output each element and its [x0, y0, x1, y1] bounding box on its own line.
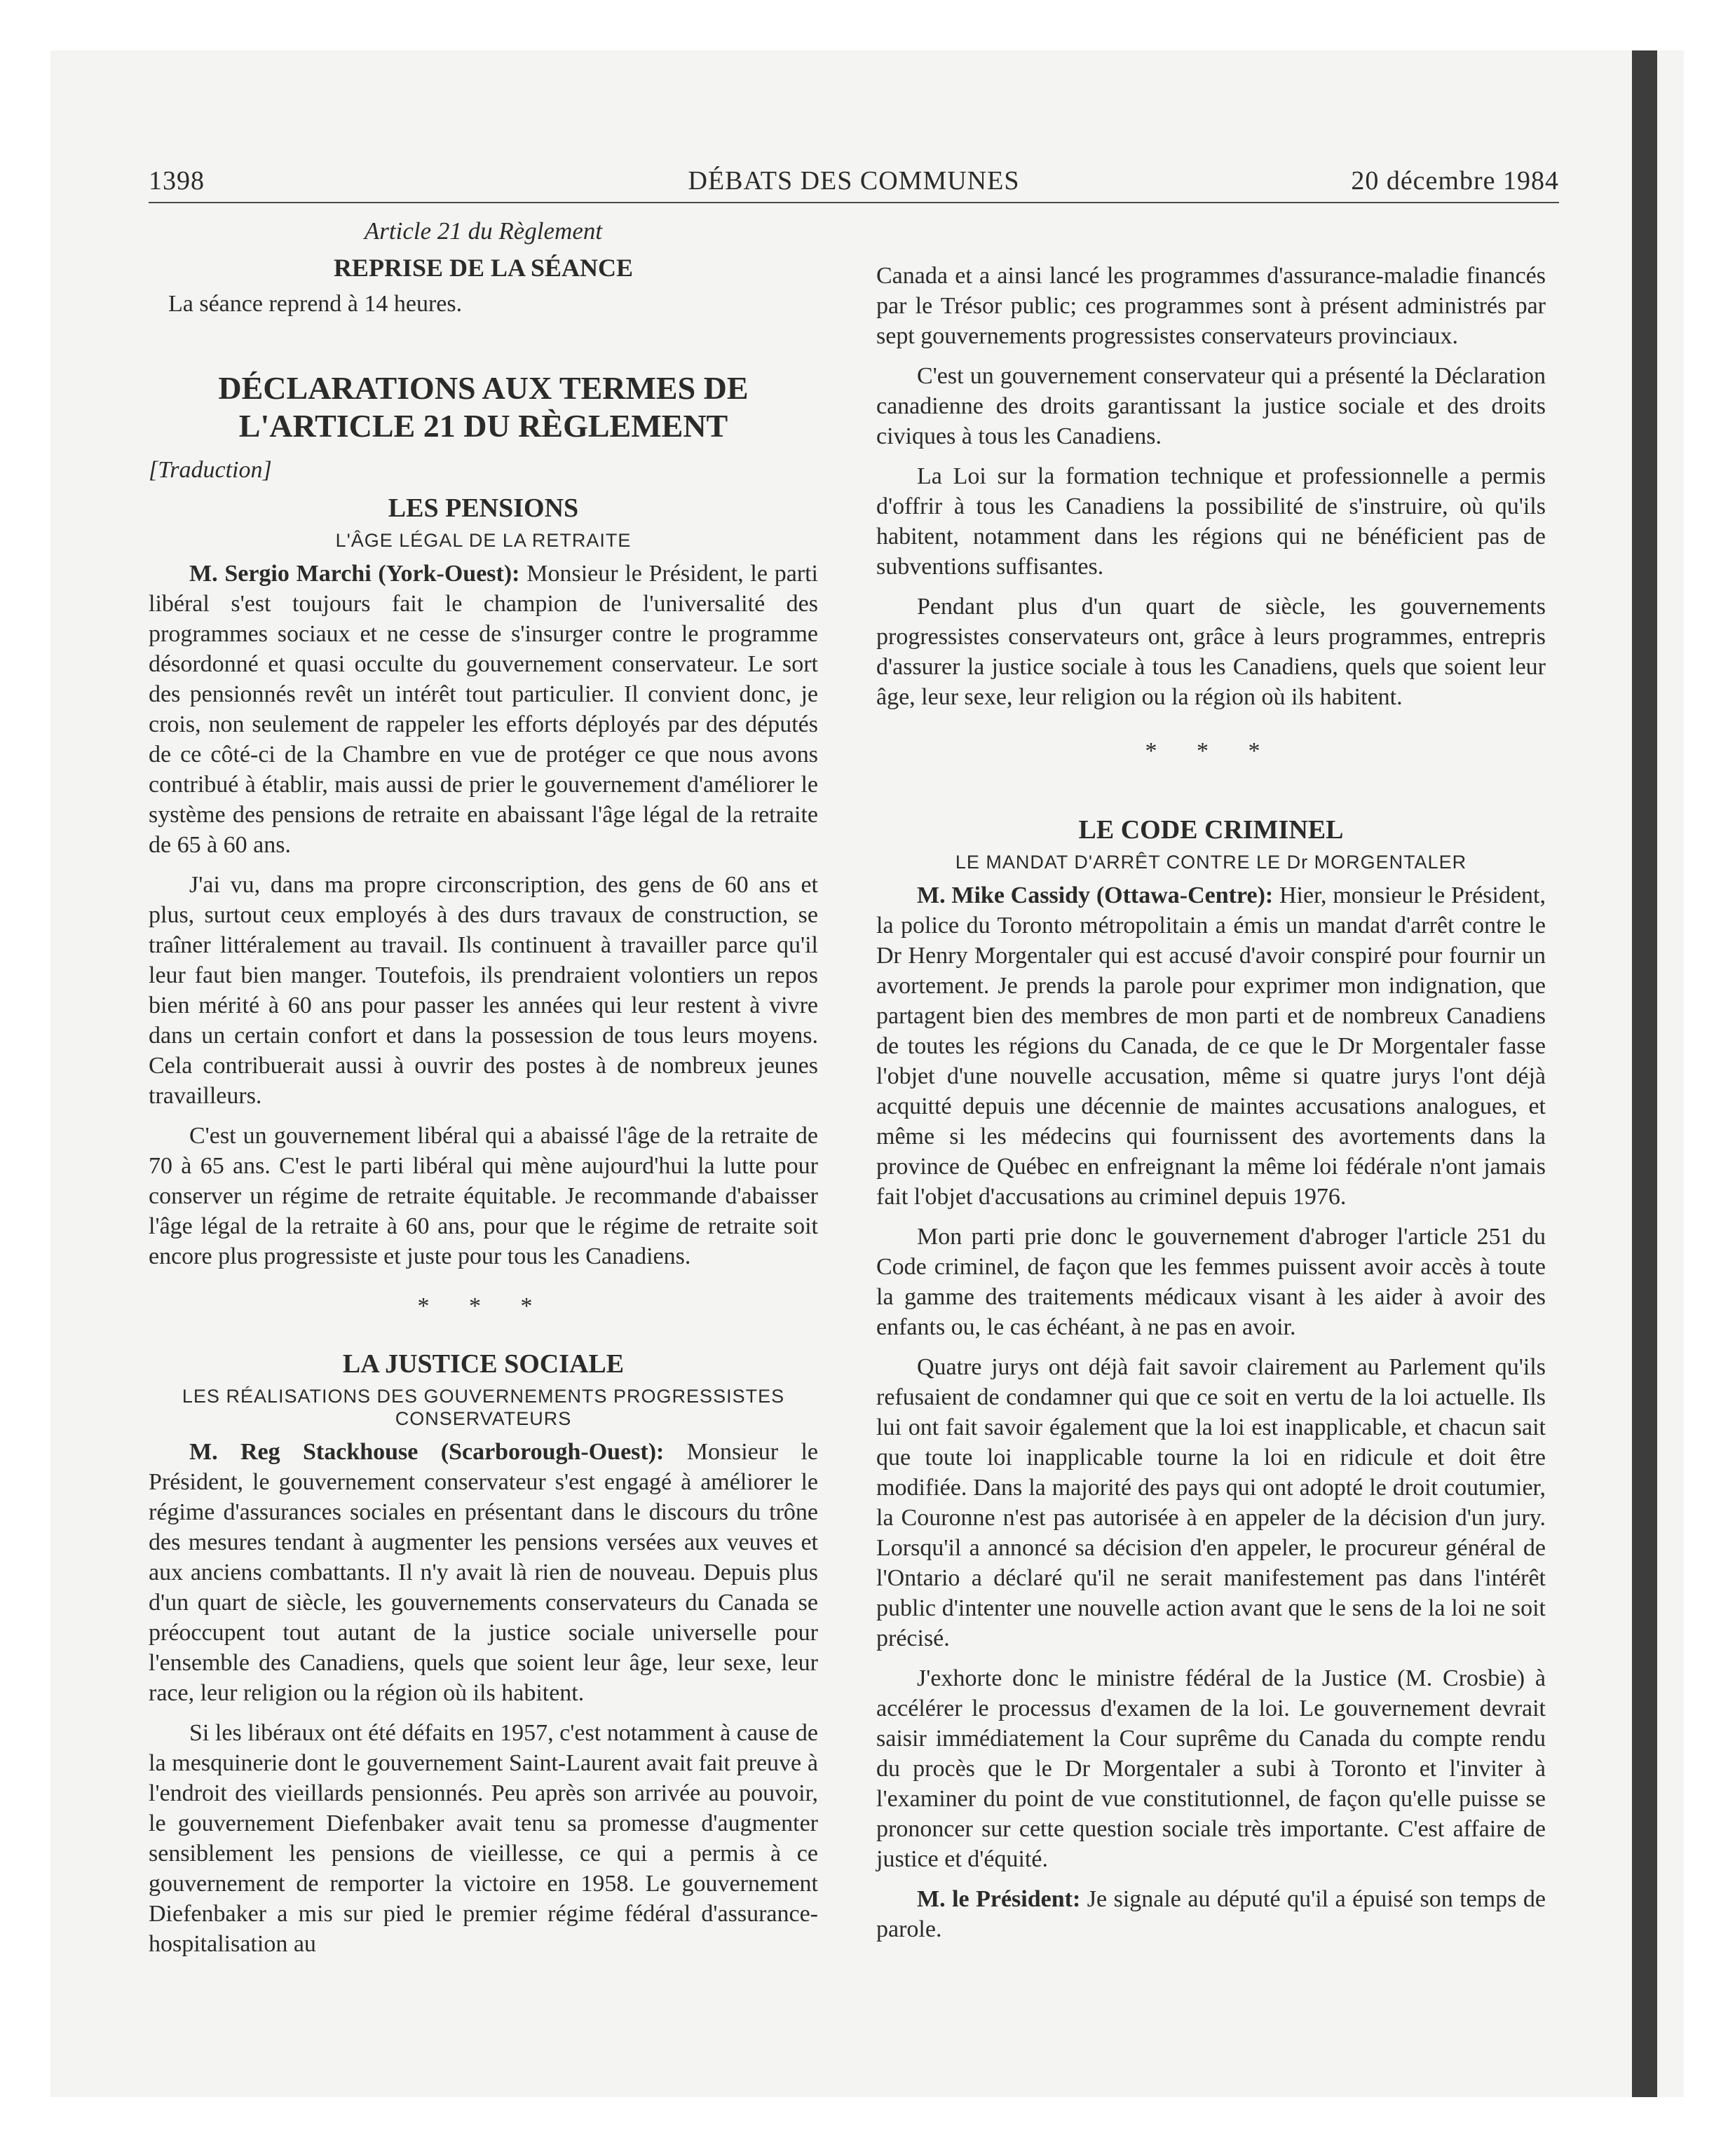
cassidy-text-1: Hier, monsieur le Président, la police du Toronto métropolitain a émis un mandat d'arrêt contre le Dr Henry Morgentaler qui est accusé d'avoir conspiré pour fournir un avortement. Je prends la parole pour exprimer mon indignation, que partagent bien des membres de mon parti et de nombreux Canadiens de toutes les régions du Canada, de ce que le Dr Morgentaler fasse l'objet d'une nouvelle accusation, même si quatre jurys l'ont déjà acquitté depuis une décennie de maintes accusations analogues, et même si les médecins qui fournissent des avortements dans la province de Québec en enfreignant la même loi fédérale n'ont jamais fait l'objet d'accusations au criminel depuis 1976. — [876, 882, 1546, 1210]
main-heading — [149, 369, 818, 445]
cassidy-paragraph-2: Mon parti prie donc le gouvernement d'abroger l'article 251 du Code criminel, de façon que les femmes puissent avoir accès à toute la gamme des traitements médicaux visant à les aider à avoir des enfants ou, le cas échéant, à ne pas en avoir. — [876, 1224, 1546, 1340]
marchi-paragraph-1 — [149, 559, 818, 860]
speaker-marchi: M. Sergio Marchi (York-Ouest): — [189, 561, 520, 587]
subheading-morgentaler-warrant: LE MANDAT D'ARRÊT CONTRE LE Dr MORGENTALER — [955, 852, 1467, 873]
section-separator: * * * — [417, 1293, 550, 1319]
section-heading-justice: LA JUSTICE SOCIALE — [342, 1349, 625, 1379]
cassidy-paragraph-3: Quatre jurys ont déjà fait savoir clairement au Parlement qu'ils refusaient de condamner qui que ce soit en vertu de la loi actuelle. Ils lui ont fait savoir également que la loi est inapplicable, et chacun sait que toute loi inapplicable tourne la loi en ridicule et doit être modifiée. Dans la majorité des pays qui ont adopté le droit coutumier, la Couronne n'est pas autorisée à en appeler de la décision d'un jury. Lorsqu'il a annoncé sa décision d'en appeler, le procureur général de l'Ontario a déclaré qu'il ne serait manifestement pas dans l'intérêt public d'intenter une nouvelle action avant que le sens de la loi ne soit précisé. — [876, 1354, 1546, 1651]
header-date: 20 décembre 1984 — [1351, 166, 1559, 196]
right-paragraph-3: La Loi sur la formation technique et professionnelle a permis d'offrir à tous les Canadiens la possibilité de s'instruire, où qu'ils habitent, notamment dans les régions qui ne bénéficient pas de subventions suffisantes. — [876, 463, 1546, 580]
right-paragraph-4: Pendant plus d'un quart de siècle, les gouvernements progressistes conservateurs ont, grâce à leurs programmes, entrepris d'assurer la justice sociale à tous les Canadiens, quels que soient leur âge, leur sexe, leur religion ou la région où ils habitent. — [876, 594, 1546, 710]
cassidy-paragraph-4: J'exhorte donc le ministre fédéral de la Justice (M. Crosbie) à accélérer le processus d'examen de la loi. Le gouvernement devrait saisir immédiatement la Cour suprême du Canada du compte rendu du procès que le Dr Morgentaler a subi à Toronto et l'inviter à l'examiner du point de vue constitutionnel, de façon qu'elle puisse se prononcer sur cette question sociale très importante. C'est affaire de justice et d'équité. — [876, 1665, 1546, 1872]
speaker-president: M. le Président: — [917, 1886, 1081, 1912]
stackhouse-paragraph-2: Si les libéraux ont été défaits en 1957, c'est notamment à cause de la mesquinerie dont le gouvernement Saint-Laurent avait fait preuve à l'endroit des vieillards pensionnés. Peu après son arrivée au pouvoir, le gouvernement Diefenbaker avait tenu sa promesse d'augmenter sensiblement les pensions de vieillesse, ce qui a permis à ce gouvernement de remporter la victoire en 1958. Le gouvernement Diefenbaker a mis sur pied le premier régime fédéral d'assurance-hospitalisation au — [149, 1720, 818, 1957]
page-number: 1398 — [149, 166, 205, 196]
page-header — [149, 165, 1559, 205]
section-heading-pensions: LES PENSIONS — [388, 493, 579, 523]
main-heading-line2: L'ARTICLE 21 DU RÈGLEMENT — [238, 408, 728, 444]
subheading-retirement-age: L'ÂGE LÉGAL DE LA RETRAITE — [335, 530, 632, 551]
traduction-label: [Traduction] — [149, 457, 272, 483]
stackhouse-paragraph-1 — [149, 1437, 818, 1708]
header-rule — [149, 202, 1559, 203]
reprise-text: La séance reprend à 14 heures. — [168, 291, 463, 317]
president-paragraph — [876, 1884, 1546, 1944]
president-text: Je signale au député qu'il a épuisé son temps de parole. — [876, 1886, 1546, 1942]
speaker-stackhouse: M. Reg Stackhouse (Scarborough-Ouest): — [189, 1439, 665, 1465]
marchi-paragraph-2: J'ai vu, dans ma propre circonscription, des gens de 60 ans et plus, surtout ceux employés à des durs travaux de construction, se traîner littéralement au travail. Ils continuent à travailler parce qu'il leur faut bien manger. Toutefois, ils prendraient volontiers un repos bien mérité à 60 ans pour passer les années qui leur restent à vivre dans un certain confort et dans la possession de tous leurs moyens. Cela contribuerait aussi à ouvrir des postes à de nombreux jeunes travailleurs. — [149, 872, 818, 1109]
main-heading-line1: DÉCLARATIONS AUX TERMES DE — [218, 370, 749, 406]
speaker-cassidy: M. Mike Cassidy (Ottawa-Centre): — [917, 882, 1274, 908]
article-label: Article 21 du Règlement — [364, 217, 603, 245]
marchi-text-1: Monsieur le Président, le parti libéral s'est toujours fait le champion de l'universalité des programmes sociaux et ne cesse de s'insurger contre le programme désordonné et quasi occulte du gouvernement conservateur. Le sort des pensionnés revêt un intérêt tout particulier. Il convient donc, je crois, non seulement de rappeler les efforts déployés par des députés de ce côté-ci de la Chambre en vue de protéger ce que nous avons contribué à établir, mais aussi de prier le gouvernement d'améliorer le système des pensions de retraite en abaissant l'âge légal de la retraite de 65 à 60 ans. — [149, 561, 819, 858]
left-column — [149, 214, 818, 1969]
publication-title: DÉBATS DES COMMUNES — [688, 166, 1020, 196]
marchi-paragraph-3: C'est un gouvernement libéral qui a abaissé l'âge de la retraite de 70 à 65 ans. C'est le parti libéral qui mène aujourd'hui la lutte pour conserver un régime de retraite équitable. Je recommande d'abaisser l'âge légal de la retraite à 60 ans, pour que le régime de retraite soit encore plus progressiste et juste pour tous les Canadiens. — [149, 1123, 818, 1269]
cassidy-paragraph-1 — [876, 880, 1546, 1212]
right-paragraph-2: C'est un gouvernement conservateur qui a présenté la Déclaration canadienne des droits garantissant la justice sociale et des droits civiques à tous les Canadiens. — [876, 363, 1546, 449]
subheading-progressive-achievements: LES RÉALISATIONS DES GOUVERNEMENTS PROGRESSISTES CONSERVATEURS — [182, 1386, 785, 1429]
section-separator: * * * — [1145, 738, 1277, 764]
section-heading-code-criminel: LE CODE CRIMINEL — [1078, 815, 1344, 845]
scan-edge-shadow — [1632, 50, 1657, 2097]
continuation-paragraph: Canada et a ainsi lancé les programmes d'assurance-maladie financés par le Trésor public; ces programmes sont à présent administrés par sept gouvernements progressistes conservateurs provinciaux. — [876, 263, 1546, 349]
stackhouse-text-1: Monsieur le Président, le gouvernement conservateur s'est engagé à améliorer le régime d'assurances sociales en présentant dans le discours du trône des mesures tendant à augmenter les pensions versées aux veuves et aux anciens combattants. Il n'y avait là rien de nouveau. Depuis plus d'un quart de siècle, les gouvernements conservateurs du Canada se préoccupent tout autant de la justice sociale universelle pour l'ensemble des Canadiens, quels que soient leur âge, leur sexe, leur race, leur religion ou la région où ils habitent. — [149, 1439, 818, 1706]
right-column — [876, 261, 1546, 1954]
section-heading-reprise: REPRISE DE LA SÉANCE — [333, 254, 634, 282]
